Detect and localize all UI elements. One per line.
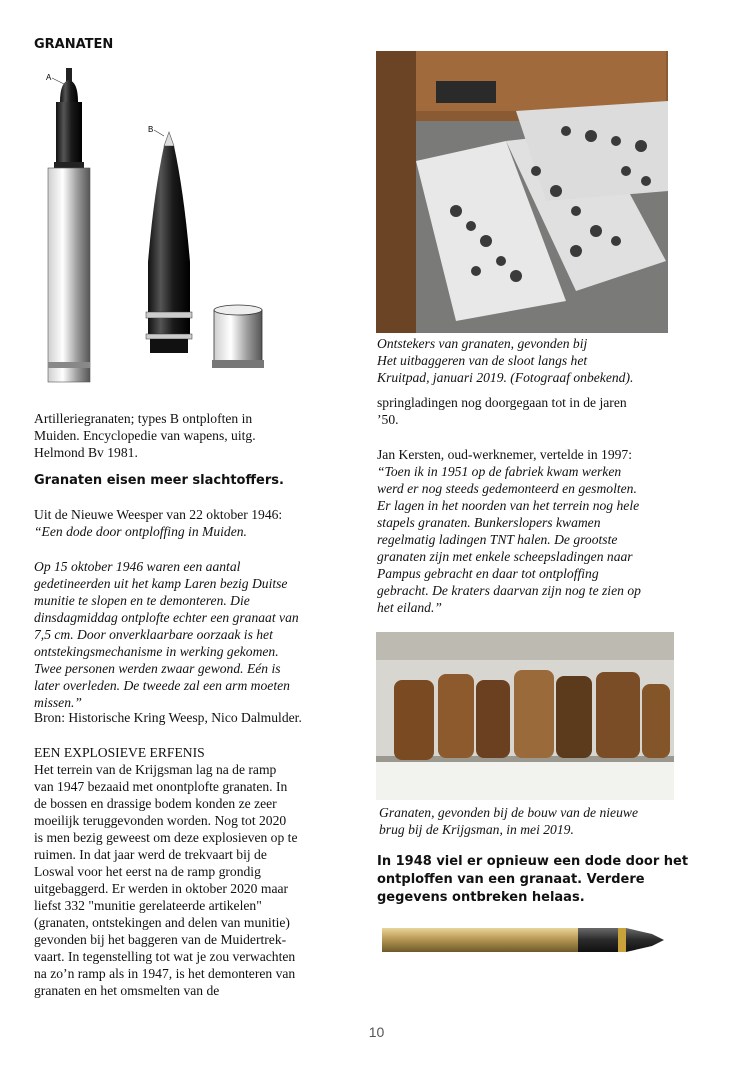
section-body: Het terrein van de Krijgsman lag na de ramp van 1947 bezaaid met onontplofte granaten. In de bossen en drassige bodem konden ze zeer moeilijk teruggevonden worden. Nog tot 2020 is men bezig geweest om deze explosieven op te ruimen. In dat jaar werd de trekvaart bij de Loswal voor het eerst na de ramp grondig uitgebaggerd. Er werden in oktober 2020 maar liefst 332 "munitie gerelateerde artikelen" (granaten, ontstekingen and delen van munitie) gevonden bij het baggeren van de Muidertrek- vaart. In tegenstelling tot wat je zou verwachten na zo’n ramp als in 1947, is het demonteren van granaten en het omsmelten van de [34, 762, 298, 998]
artillery-shells-illustration [30, 62, 280, 392]
continued-text: springladingen nog doorgegaan tot in de jaren ’50. [377, 395, 627, 427]
interview-intro: Jan Kersten, oud-werknemer, vertelde in 1997: [377, 447, 633, 462]
section-heading: EEN EXPLOSIEVE ERFENIS [34, 745, 205, 760]
interview-quote: “Toen ik in 1951 op de fabriek kwam werken werd er nog steeds gedemonteerd en gesmolten. Er lagen in het noorden van het terrein nog hele stapels granaten. Bunkerslopers kwamen regelmatig ladingen TNT halen. De grootste granaten zijn met enkele scheepsladingen naar Pampus gebracht en daar tot ontploffing gebracht. De kraters daarvan zijn nog te zien op het eiland.” [377, 464, 641, 615]
quote-source: Bron: Historische Kring Weesp, Nico Dalmulder. [34, 710, 302, 725]
newspaper-source-intro: Uit de Nieuwe Weesper van 22 oktober 1946: “Een dode door ontploffing in Muiden. [34, 507, 283, 539]
page-title: GRANATEN [34, 37, 114, 52]
figure-caption-shells: Artilleriegranaten; types B ontploften in Muiden. Encyclopedie van wapens, uitg. Helmond Bv 1981. [34, 411, 256, 460]
photo-long-shell [380, 918, 672, 962]
subheading-victims: Granaten eisen meer slachtoffers. [34, 473, 284, 488]
photo-caption-fuzes: Ontstekers van granaten, gevonden bij Het uitbaggeren van de sloot langs het Kruitpad, januari 2019. (Fotograaf onbekend). [377, 336, 634, 385]
photo-fuzes-on-trays [376, 51, 668, 333]
subheading-1948: In 1948 viel er opnieuw een dode door het ontploffen van een granaat. Verdere gegevens ontbreken helaas. [377, 854, 689, 905]
label-a: A [46, 73, 52, 82]
newspaper-quote: Op 15 oktober 1946 waren een aantal gedetineerden uit het kamp Laren bezig Duitse munitie te slopen en te demonteren. Die dinsdagmiddag ontplofte echter een granaat van 7,5 cm. Door onverklaarbare oorzaak is het ontstekingsmechanisme in werking gekomen. Twee personen werden zwaar gewond. Eén is later overleden. De tweede zal een arm moeten missen.” [34, 559, 299, 710]
label-b: B [148, 125, 154, 134]
photo-caption-rusted-shells: Granaten, gevonden bij de bouw van de nieuwe brug bij de Krijgsman, in mei 2019. [379, 805, 638, 837]
page-number: 10 [368, 1024, 385, 1040]
photo-rusted-shells [376, 632, 674, 800]
